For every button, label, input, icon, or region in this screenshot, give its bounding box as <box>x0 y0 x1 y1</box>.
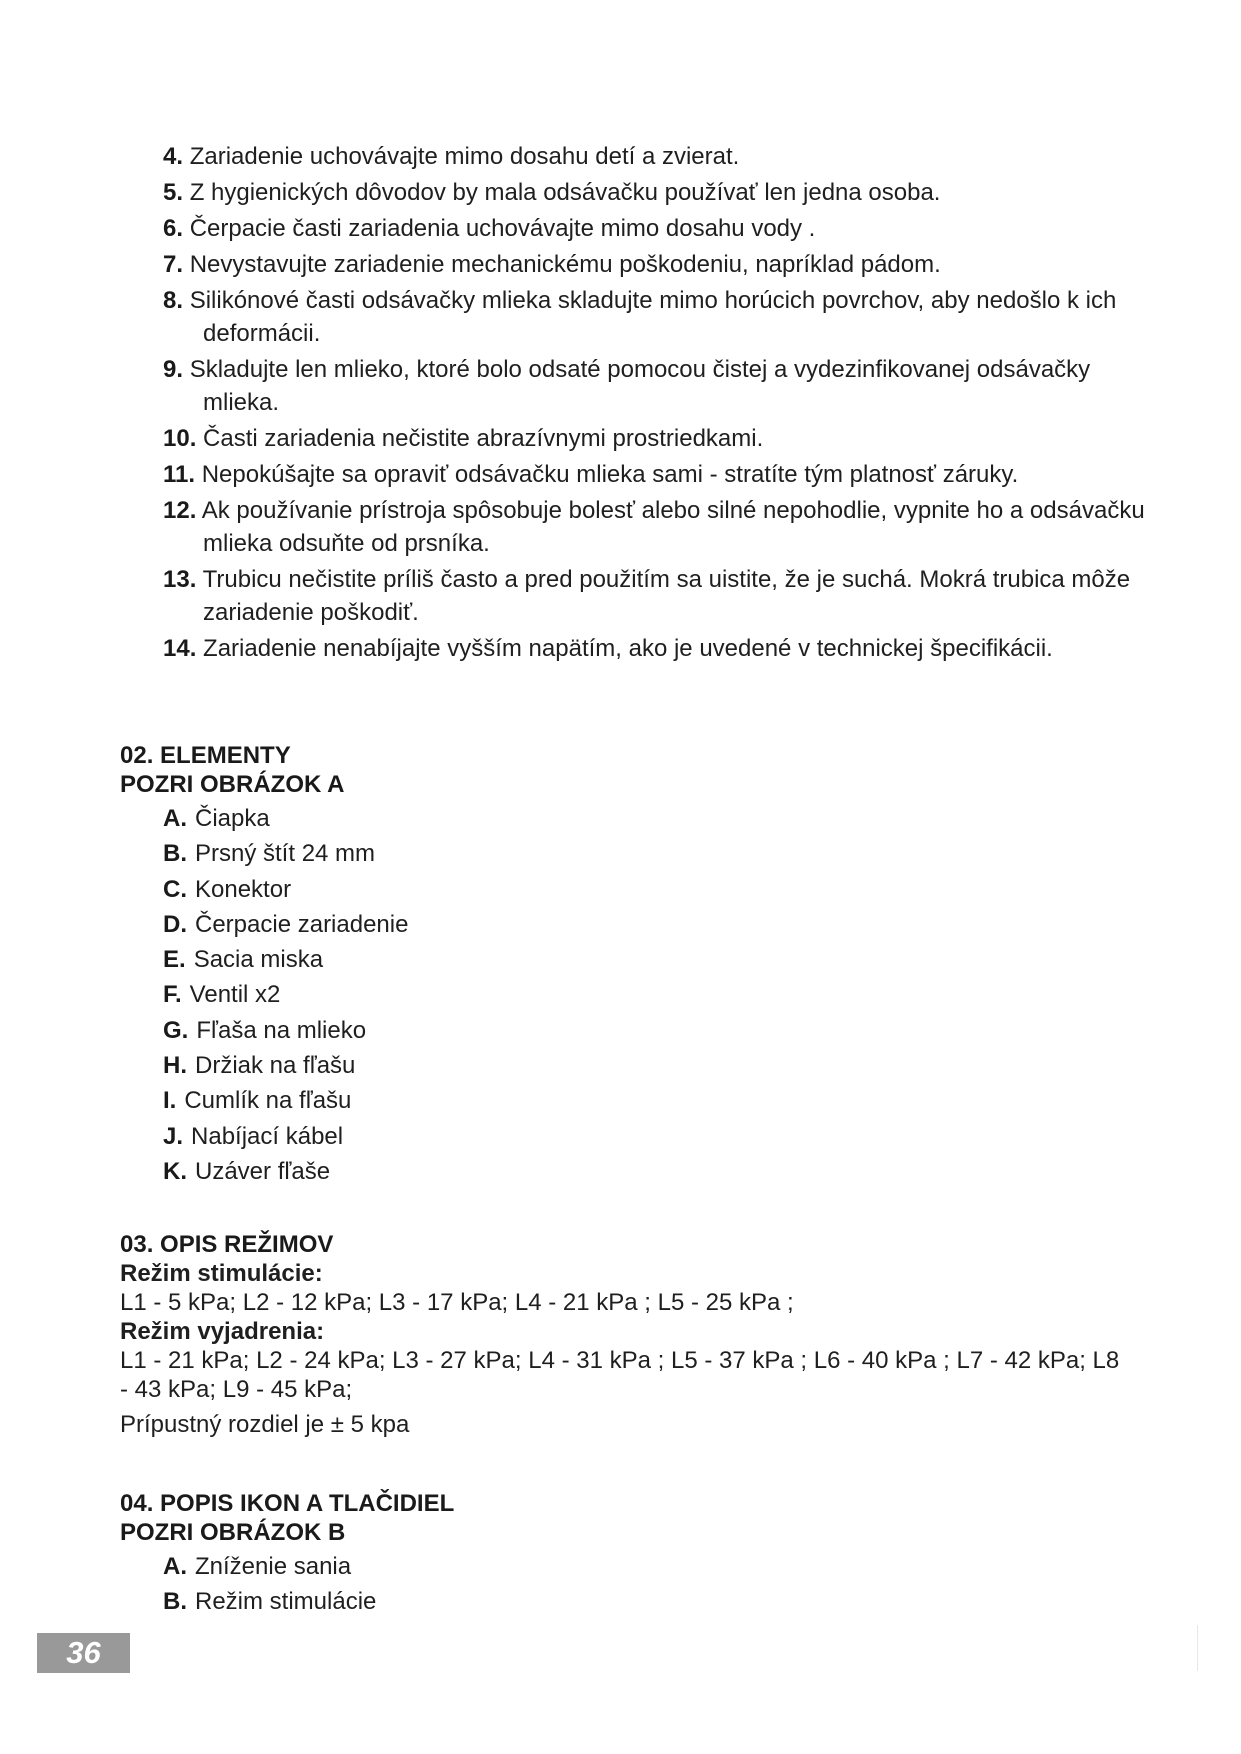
page-number: 36 <box>37 1633 130 1673</box>
list-item: C. Konektor <box>163 875 292 903</box>
list-item: 6. Čerpacie časti zariadenia uchovávajte mimo dosahu vody . <box>163 215 816 242</box>
list-item: A. Čiapka <box>163 805 270 832</box>
list-item: E. Sacia miska <box>163 946 324 974</box>
list-item: A. Zníženie sania <box>163 1553 352 1580</box>
list-item: 7. Nevystavujte zariadenie mechanickému poškodeniu, napríklad pádom. <box>163 251 941 278</box>
list-item: 5. Z hygienických dôvodov by mala odsávačku používať len jedna osoba. <box>163 179 941 206</box>
safety-instructions-list <box>163 140 1163 668</box>
list-item: 8. Silikónové časti odsávačky mlieka skladujte mimo horúcich povrchov, aby nedošlo k ich deformácii. <box>163 287 1117 347</box>
list-item: J. Nabíjací kábel <box>163 1122 344 1150</box>
list-item: D. Čerpacie zariadenie <box>163 910 409 938</box>
list-item: 4. Zariadenie uchovávajte mimo dosahu detí a zvierat. <box>163 143 740 170</box>
stimulation-mode-values: L1 - 5 kPa; L2 - 12 kPa; L3 - 17 kPa; L4 - 21 kPa ; L5 - 25 kPa ; <box>120 1289 794 1316</box>
list-item: B. Prsný štít 24 mm <box>163 840 376 868</box>
tolerance-note: Prípustný rozdiel je ± 5 kpa <box>120 1411 410 1438</box>
list-item: F. Ventil x2 <box>163 981 281 1009</box>
section-title: 04. POPIS IKON A TLAČIDIEL <box>120 1490 455 1517</box>
list-item: 12. Ak používanie prístroja spôsobuje bolesť alebo silné nepohodlie, vypnite ho a odsávačku mlieka odsuňte od prsníka. <box>163 497 1145 557</box>
list-item: 10. Časti zariadenia nečistite abrazívnymi prostriedkami. <box>163 425 764 452</box>
expression-mode-label: Režim vyjadrenia: <box>120 1318 325 1345</box>
elements-list <box>163 801 1120 1189</box>
list-item: 11. Nepokúšajte sa opraviť odsávačku mlieka sami - stratíte tým platnosť záruky. <box>163 461 1019 488</box>
list-item: H. Držiak na fľašu <box>163 1052 356 1080</box>
icons-list <box>163 1549 1120 1620</box>
list-item: 9. Skladujte len mlieko, ktoré bolo odsaté pomocou čistej a vydezinfikovanej odsávačky mlieka. <box>163 356 1091 416</box>
list-item: B. Režim stimulácie <box>163 1588 377 1616</box>
list-item: G. Fľaša na mlieko <box>163 1016 367 1044</box>
list-item: I. Cumlík na fľašu <box>163 1087 352 1115</box>
section-subtitle: POZRI OBRÁZOK B <box>120 1519 346 1546</box>
modes-section <box>120 1230 1120 1439</box>
section-title: 02. ELEMENTY <box>120 742 291 769</box>
section-title: 03. OPIS REŽIMOV <box>120 1231 334 1258</box>
section-subtitle: POZRI OBRÁZOK A <box>120 771 345 798</box>
elements-section <box>120 741 1120 1189</box>
list-item: 14. Zariadenie nenabíjajte vyšším napätím, ako je uvedené v technickej špecifikácii. <box>163 635 1053 662</box>
page-edge-divider <box>1197 1625 1198 1671</box>
expression-mode-values: L1 - 21 kPa; L2 - 24 kPa; L3 - 27 kPa; L4 - 31 kPa ; L5 - 37 kPa ; L6 - 40 kPa ; L7 - 42 kPa; L8 - 43 kPa; L9 - 45 kPa; <box>120 1347 1120 1403</box>
stimulation-mode-label: Režim stimulácie: <box>120 1260 323 1287</box>
list-item: K. Uzáver fľaše <box>163 1157 331 1185</box>
list-item: 13. Trubicu nečistite príliš často a pred použitím sa uistite, že je suchá. Mokrá trubica môže zariadenie poškodiť. <box>163 566 1131 626</box>
icons-section <box>120 1489 1120 1620</box>
